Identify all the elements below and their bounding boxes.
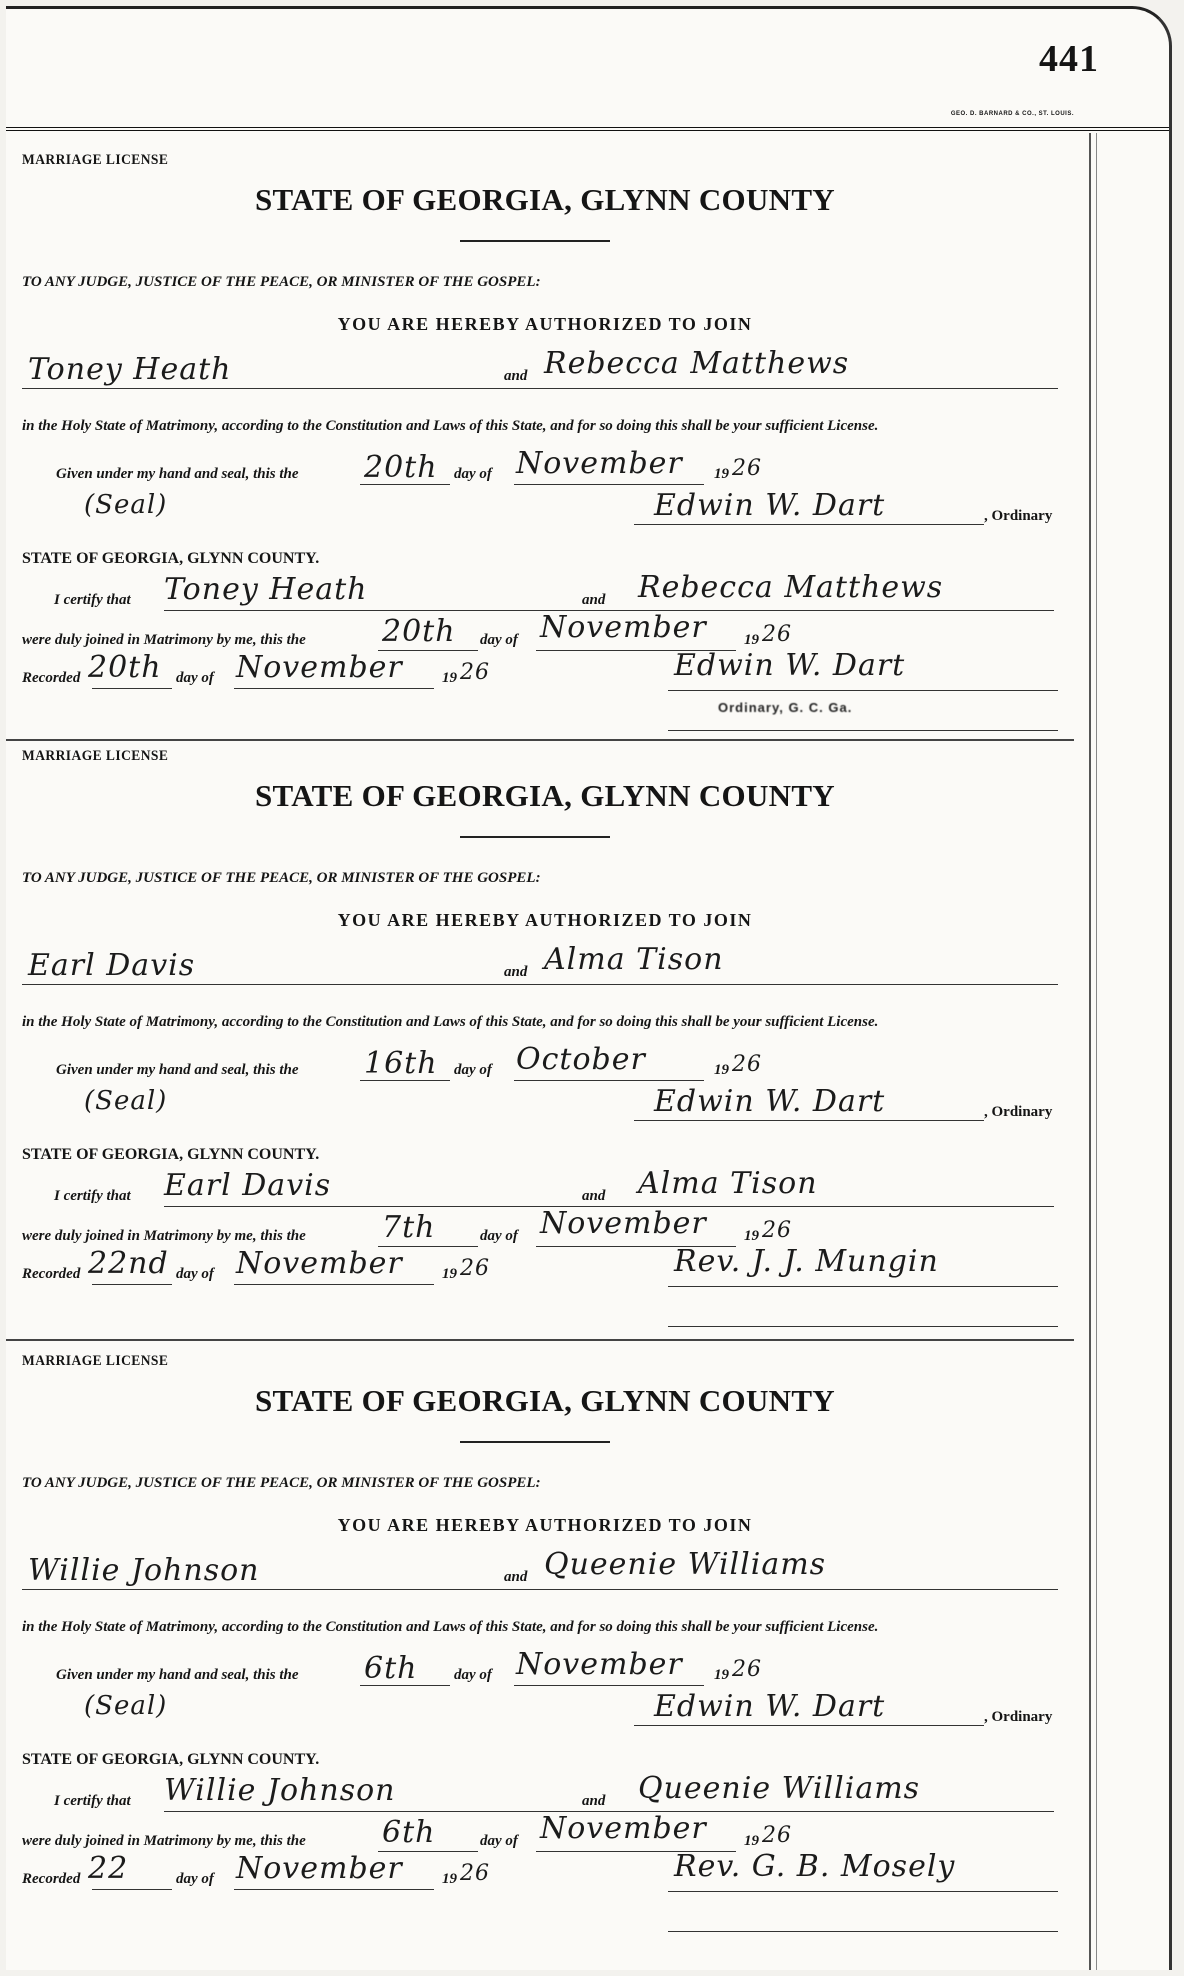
- couple-line: [22, 388, 1058, 389]
- recorded-year: 26: [460, 1861, 490, 1886]
- page-number: 441: [1039, 38, 1099, 80]
- state-title: STATE OF GEORGIA, GLYNN COUNTY: [254, 778, 835, 813]
- to-any-judge-text: TO ANY JUDGE, JUSTICE OF THE PEACE, OR MINISTER OF THE GOSPEL:: [22, 1475, 541, 1491]
- recorded-year-prefix: 19: [442, 1266, 457, 1282]
- officiant-title-line: [668, 1326, 1058, 1327]
- ordinary-signature: Edwin W. Dart: [654, 488, 886, 523]
- and-label: and: [504, 964, 528, 980]
- seal-mark: (Seal): [84, 1691, 168, 1721]
- ordinary-signature-line: [634, 1120, 984, 1121]
- recorded-year: 26: [460, 660, 490, 685]
- recorded-day-line: [92, 688, 172, 689]
- marriage-license: [14, 1353, 1076, 1953]
- license-month-line: [514, 484, 704, 485]
- recorded-month-line: [234, 688, 434, 689]
- seal-mark: (Seal): [84, 490, 168, 520]
- bride-name: Queenie Williams: [544, 1547, 827, 1582]
- duly-joined-text: were duly joined in Matrimony by me, this the: [22, 1833, 306, 1849]
- bride-name: Rebecca Matthews: [544, 346, 850, 381]
- given-under-text: Given under my hand and seal, this the: [56, 466, 299, 482]
- officiant-stamp: Ordinary, G. C. Ga.: [718, 700, 853, 715]
- married-year-prefix: 19: [744, 1833, 759, 1849]
- given-under-text: Given under my hand and seal, this the: [56, 1062, 299, 1078]
- license-day: 20th: [364, 450, 438, 485]
- groom-name: Willie Johnson: [28, 1553, 260, 1588]
- year-prefix: 19: [714, 466, 729, 482]
- certify-and-label: and: [582, 592, 606, 608]
- recorded-year: 26: [460, 1256, 490, 1281]
- bride-name: Alma Tison: [544, 942, 724, 977]
- marriage-license: [14, 748, 1076, 1348]
- matrimony-text: in the Holy State of Matrimony, according to the Constitution and Laws of this State, and for so doing this shall be your sufficient License.: [22, 1619, 879, 1635]
- ordinary-label: , Ordinary: [984, 1709, 1053, 1725]
- authorized-to-join-text: YOU ARE HEREBY AUTHORIZED TO JOIN: [337, 314, 753, 334]
- certify-groom: Willie Johnson: [164, 1773, 396, 1808]
- recorded-year-prefix: 19: [442, 1871, 457, 1887]
- married-day-of-text: day of: [480, 1228, 518, 1244]
- matrimony-text: in the Holy State of Matrimony, according to the Constitution and Laws of this State, and for so doing this shall be your sufficient License.: [22, 1014, 879, 1030]
- ordinary-signature: Edwin W. Dart: [654, 1084, 886, 1119]
- authorized-to-join-text: YOU ARE HEREBY AUTHORIZED TO JOIN: [337, 1515, 753, 1535]
- officiant-line: [668, 1286, 1058, 1287]
- seal-mark: (Seal): [84, 1086, 168, 1116]
- groom-name: Earl Davis: [28, 948, 196, 983]
- recorded-month: November: [236, 650, 403, 685]
- recorded-month: November: [236, 1851, 403, 1886]
- officiant-title-line: [668, 730, 1058, 731]
- certify-and-label: and: [582, 1793, 606, 1809]
- day-of-text: day of: [454, 466, 492, 482]
- certify-groom: Earl Davis: [164, 1168, 332, 1203]
- duly-joined-text: were duly joined in Matrimony by me, this the: [22, 1228, 306, 1244]
- recorded-year-prefix: 19: [442, 670, 457, 686]
- license-label: MARRIAGE LICENSE: [22, 152, 169, 168]
- year-prefix: 19: [714, 1062, 729, 1078]
- certify-bride: Queenie Williams: [638, 1771, 921, 1806]
- state-title: STATE OF GEORGIA, GLYNN COUNTY: [254, 182, 835, 217]
- given-under-text: Given under my hand and seal, this the: [56, 1667, 299, 1683]
- married-year-prefix: 19: [744, 632, 759, 648]
- recorded-day-of-text: day of: [176, 1871, 214, 1887]
- certify-text: I certify that: [54, 592, 131, 608]
- recorded-day-of-text: day of: [176, 670, 214, 686]
- recorded-month: November: [236, 1246, 403, 1281]
- married-month: November: [540, 1206, 707, 1241]
- officiant-line: [668, 690, 1058, 691]
- printer-mark: GEO. D. BARNARD & CO., ST. LOUIS.: [950, 111, 1074, 117]
- license-month-line: [514, 1080, 704, 1081]
- and-label: and: [504, 1569, 528, 1585]
- license-year: 26: [732, 1657, 762, 1682]
- couple-line: [22, 984, 1058, 985]
- state-subtitle: STATE OF GEORGIA, GLYNN COUNTY.: [22, 550, 320, 567]
- married-day: 20th: [382, 614, 456, 649]
- license-month: November: [516, 1647, 683, 1682]
- married-year-prefix: 19: [744, 1228, 759, 1244]
- ordinary-label: , Ordinary: [984, 508, 1053, 524]
- license-year: 26: [732, 456, 762, 481]
- year-prefix: 19: [714, 1667, 729, 1683]
- married-month: November: [540, 610, 707, 645]
- married-day: 7th: [382, 1210, 436, 1245]
- license-month: November: [516, 446, 683, 481]
- recorded-text: Recorded: [22, 670, 81, 686]
- married-day: 6th: [382, 1815, 436, 1850]
- state-subtitle: STATE OF GEORGIA, GLYNN COUNTY.: [22, 1146, 320, 1163]
- married-day-of-text: day of: [480, 632, 518, 648]
- officiant-signature: Rev. G. B. Mosely: [674, 1849, 956, 1884]
- certify-groom: Toney Heath: [164, 572, 368, 607]
- recorded-day-line: [92, 1284, 172, 1285]
- to-any-judge-text: TO ANY JUDGE, JUSTICE OF THE PEACE, OR MINISTER OF THE GOSPEL:: [22, 274, 541, 290]
- officiant-title-line: [668, 1931, 1058, 1932]
- title-rule: [460, 1441, 610, 1443]
- license-day: 16th: [364, 1046, 438, 1081]
- ordinary-signature: Edwin W. Dart: [654, 1689, 886, 1724]
- license-month: October: [516, 1042, 646, 1077]
- recorded-month-line: [234, 1889, 434, 1890]
- married-year: 26: [762, 622, 792, 647]
- married-year: 26: [762, 1218, 792, 1243]
- top-rule: [6, 127, 1169, 131]
- license-label: MARRIAGE LICENSE: [22, 1353, 169, 1369]
- recorded-day: 22: [88, 1851, 129, 1886]
- recorded-day: 20th: [88, 650, 162, 685]
- state-subtitle: STATE OF GEORGIA, GLYNN COUNTY.: [22, 1751, 320, 1768]
- recorded-month-line: [234, 1284, 434, 1285]
- day-of-text: day of: [454, 1667, 492, 1683]
- married-day-of-text: day of: [480, 1833, 518, 1849]
- certify-and-label: and: [582, 1188, 606, 1204]
- ordinary-signature-line: [634, 1725, 984, 1726]
- ordinary-signature-line: [634, 524, 984, 525]
- license-day: 6th: [364, 1651, 418, 1686]
- certify-text: I certify that: [54, 1793, 131, 1809]
- duly-joined-text: were duly joined in Matrimony by me, this the: [22, 632, 306, 648]
- ordinary-label: , Ordinary: [984, 1104, 1053, 1120]
- license-year: 26: [732, 1052, 762, 1077]
- officiant-signature: Rev. J. J. Mungin: [674, 1244, 939, 1279]
- title-rule: [460, 240, 610, 242]
- license-label: MARRIAGE LICENSE: [22, 748, 169, 764]
- certify-text: I certify that: [54, 1188, 131, 1204]
- title-rule: [460, 836, 610, 838]
- married-year: 26: [762, 1823, 792, 1848]
- officiant-line: [668, 1891, 1058, 1892]
- recorded-text: Recorded: [22, 1871, 81, 1887]
- recorded-text: Recorded: [22, 1266, 81, 1282]
- recorded-day-line: [92, 1889, 172, 1890]
- married-month: November: [540, 1811, 707, 1846]
- recorded-day: 22nd: [88, 1246, 169, 1281]
- certify-bride: Rebecca Matthews: [638, 570, 944, 605]
- couple-line: [22, 1589, 1058, 1590]
- marriage-license: [14, 152, 1076, 752]
- day-of-text: day of: [454, 1062, 492, 1078]
- officiant-signature: Edwin W. Dart: [674, 648, 906, 683]
- right-margin-rule-inner: [1096, 133, 1097, 1970]
- certify-bride: Alma Tison: [638, 1166, 818, 1201]
- and-label: and: [504, 368, 528, 384]
- recorded-day-of-text: day of: [176, 1266, 214, 1282]
- license-month-line: [514, 1685, 704, 1686]
- authorized-to-join-text: YOU ARE HEREBY AUTHORIZED TO JOIN: [337, 910, 753, 930]
- to-any-judge-text: TO ANY JUDGE, JUSTICE OF THE PEACE, OR MINISTER OF THE GOSPEL:: [22, 870, 541, 886]
- right-margin-rule: [1089, 133, 1091, 1970]
- groom-name: Toney Heath: [28, 352, 232, 387]
- matrimony-text: in the Holy State of Matrimony, according to the Constitution and Laws of this State, and for so doing this shall be your sufficient License.: [22, 418, 879, 434]
- state-title: STATE OF GEORGIA, GLYNN COUNTY: [254, 1383, 835, 1418]
